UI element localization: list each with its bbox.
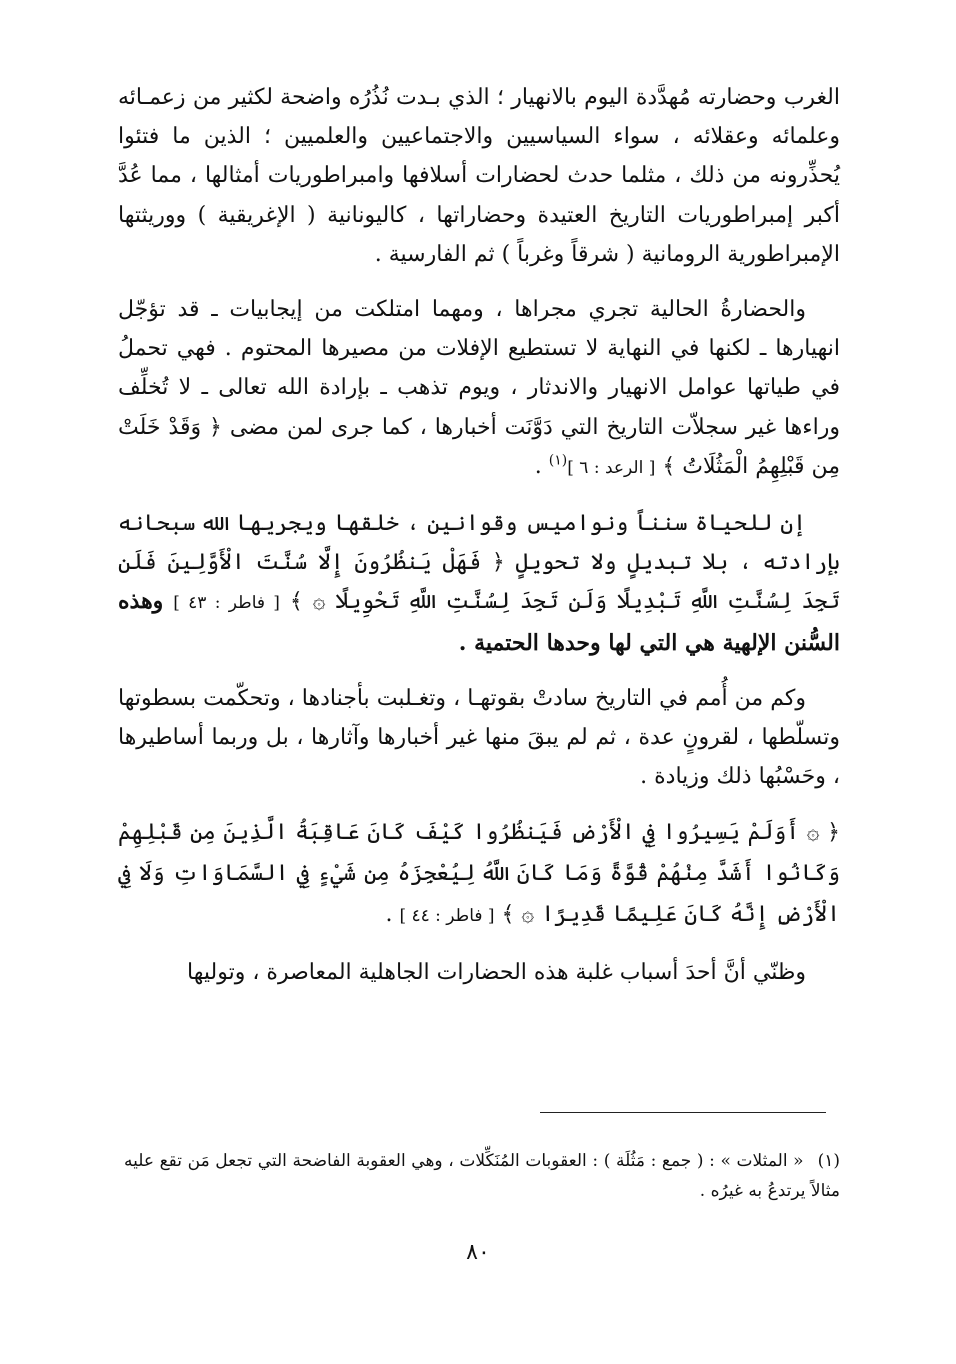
footnote-text: « المثلات » : ( جمع : مَثُلَة ) : العقوبات المُنَكِّلات ، وهي العقوبة الفاضحة التي تجعل مَن تقع عليه مثالاً يرتدعُ به غيرُه . <box>124 1151 840 1201</box>
paragraph-3-bold-conclusion: وهذه السُّنن الإلهية هي التي لها وحدها الحتمية . <box>118 588 840 656</box>
footnote-divider <box>540 1112 826 1113</box>
quran-verse-fatir-43: ﴿ فَهَلْ يَنظُرُونَ إِلَّا سُنَّتَ الْأَوَّلِينَ فَلَن تَجِدَ لِسُنَّتِ اللَّهِ تَبْدِيلًا وَلَن تَجِدَ لِسُنَّتِ اللَّهِ تَحْوِيلًا ۞ ﴾ <box>118 550 841 615</box>
paragraph-3-text: إن للحياة سنناً ونواميس وقوانين ، خلقها ويجريها الله سبحانه بإرادته ، بلا تبديلٍ ولا تحويلٍ <box>118 511 841 576</box>
paragraph-5 <box>118 812 840 937</box>
paragraph-2 <box>118 290 840 488</box>
page-body <box>118 78 840 1009</box>
paragraph-3 <box>118 504 840 663</box>
verse-reference-fatir-43: [ فاطر : ٤٣ ] <box>173 593 280 614</box>
verse-reference-raad: [ الرعد : ٦ ] <box>567 457 656 478</box>
quran-verse-raad: ﴿ وَقَدْ خَلَتْ مِن قَبْلِهِمُ الْمَثُلَاتُ ﴾ <box>118 414 840 479</box>
quran-verse-fatir-44: ﴿ ۞ أَوَلَمْ يَسِيرُوا فِي الْأَرْضِ فَيَنظُرُوا كَيْفَ كَانَ عَاقِبَةُ الَّذِينَ مِن قَبْلِهِمْ وَكَانُوا أَشَدَّ مِنْهُمْ قُوَّةً وَمَا كَانَ اللَّهُ لِيُعْجِزَهُ مِن شَيْءٍ فِي السَّمَاوَاتِ وَلَا فِي الْأَرْضِ إِنَّهُ كَانَ عَلِيمًا قَدِيرًا ۞ ﴾ <box>118 820 840 928</box>
paragraph-2-text: والحضارةُ الحالية تجري مجراها ، ومهما امتلكت من إيجابيات ـ قد تؤجّل انهيارها ـ لكنها في النهاية لا تستطيع الإفلات من مصيرها المحتوم . فهي تحملُ في طياتها عوامل الانهيار والاندثار ، ويوم تذهب ـ بإرادة الله تعالى ـ لا تُخلِّف وراءها غير سجلاّت التاريخ التي دَوَّنَت أخبارها ، كما جرى لمن مضى <box>118 297 840 440</box>
verse-reference-fatir-44: [ فاطر : ٤٤ ] <box>399 906 495 927</box>
paragraph-6: وظنّي أنَّ أحدَ أسباب غلبة هذه الحضارات الجاهلية المعاصرة ، وتوليها <box>187 960 806 986</box>
footnotes <box>124 1146 840 1206</box>
paragraph-4: وكم من أُمم في التاريخ سادتْ بقوتهـا ، وتغـلبت بأجنادها ، وتحكّمت بسطوتها وتسلّطها ، لقرونٍ عدة ، ثم لم يبقَ منها غير أخبارها وآثارها ، بل وربما أساطيرها ، وحَسْبُها ذلك وزيادة . <box>118 685 840 790</box>
footnote-number: (١) <box>817 1151 840 1171</box>
page-number: ٨٠ <box>466 1240 490 1265</box>
footnote-marker[interactable]: (١) <box>548 452 568 469</box>
paragraph-1: الغرب وحضارته مُهدَّدة اليوم بالانهيار ؛ الذي بـدت نُذُرُه واضحة لكثير من زعمـائه وعلمائه وعقلائه ، سواء السياسيين والاجتماعيين والعلميين ؛ الذين ما فتئوا يُحذِّرونه من ذلك ، مثلما حدث لحضارات أسلافها وامبراطوريات أمثالها ، مما عُدَّ أكبر إمبراطوريات التاريخ العتيدة وحضاراتها ، كاليونانية ( الإغريقية ) ووريثتها الإمبراطورية الرومانية ( شرقاً وغرباً ) ثم الفارسية . <box>118 85 840 267</box>
footnote-item <box>124 1146 840 1206</box>
paragraph-2-end: . <box>534 453 549 479</box>
paragraph-5-end: . <box>385 902 400 928</box>
